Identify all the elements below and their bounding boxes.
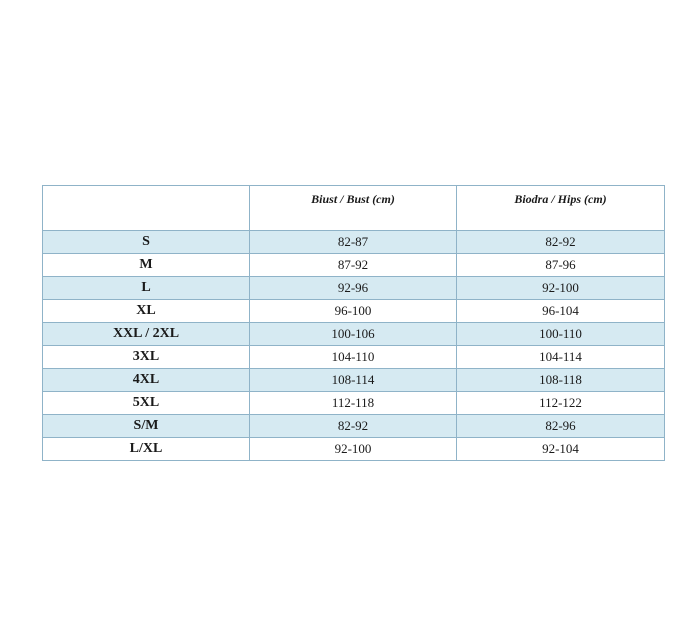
bust-cell: 96-100 [250, 300, 457, 323]
bust-cell: 82-87 [250, 231, 457, 254]
size-cell: XL [43, 300, 250, 323]
table-row [43, 392, 665, 415]
header-bust: Biust / Bust (cm) [250, 186, 457, 231]
bust-cell: 108-114 [250, 369, 457, 392]
size-cell: S/M [43, 415, 250, 438]
size-cell: L/XL [43, 438, 250, 461]
table-row [43, 415, 665, 438]
hips-cell: 104-114 [457, 346, 665, 369]
header-row [43, 186, 665, 231]
bust-cell: 92-96 [250, 277, 457, 300]
table-row [43, 346, 665, 369]
size-chart-table [42, 185, 665, 461]
header-hips: Biodra / Hips (cm) [457, 186, 665, 231]
size-cell: 5XL [43, 392, 250, 415]
hips-cell: 92-104 [457, 438, 665, 461]
table-row [43, 323, 665, 346]
bust-cell: 87-92 [250, 254, 457, 277]
table-row [43, 300, 665, 323]
hips-cell: 108-118 [457, 369, 665, 392]
hips-cell: 96-104 [457, 300, 665, 323]
hips-cell: 100-110 [457, 323, 665, 346]
table-row [43, 254, 665, 277]
hips-cell: 82-96 [457, 415, 665, 438]
bust-cell: 104-110 [250, 346, 457, 369]
bust-cell: 100-106 [250, 323, 457, 346]
table-row [43, 231, 665, 254]
hips-cell: 92-100 [457, 277, 665, 300]
bust-cell: 92-100 [250, 438, 457, 461]
table-row [43, 369, 665, 392]
size-cell: L [43, 277, 250, 300]
bust-cell: 82-92 [250, 415, 457, 438]
size-cell: 4XL [43, 369, 250, 392]
hips-cell: 87-96 [457, 254, 665, 277]
table-row [43, 277, 665, 300]
size-cell: 3XL [43, 346, 250, 369]
table-row [43, 438, 665, 461]
bust-cell: 112-118 [250, 392, 457, 415]
hips-cell: 82-92 [457, 231, 665, 254]
size-cell: M [43, 254, 250, 277]
size-cell: XXL / 2XL [43, 323, 250, 346]
size-cell: S [43, 231, 250, 254]
header-size [43, 186, 250, 231]
hips-cell: 112-122 [457, 392, 665, 415]
